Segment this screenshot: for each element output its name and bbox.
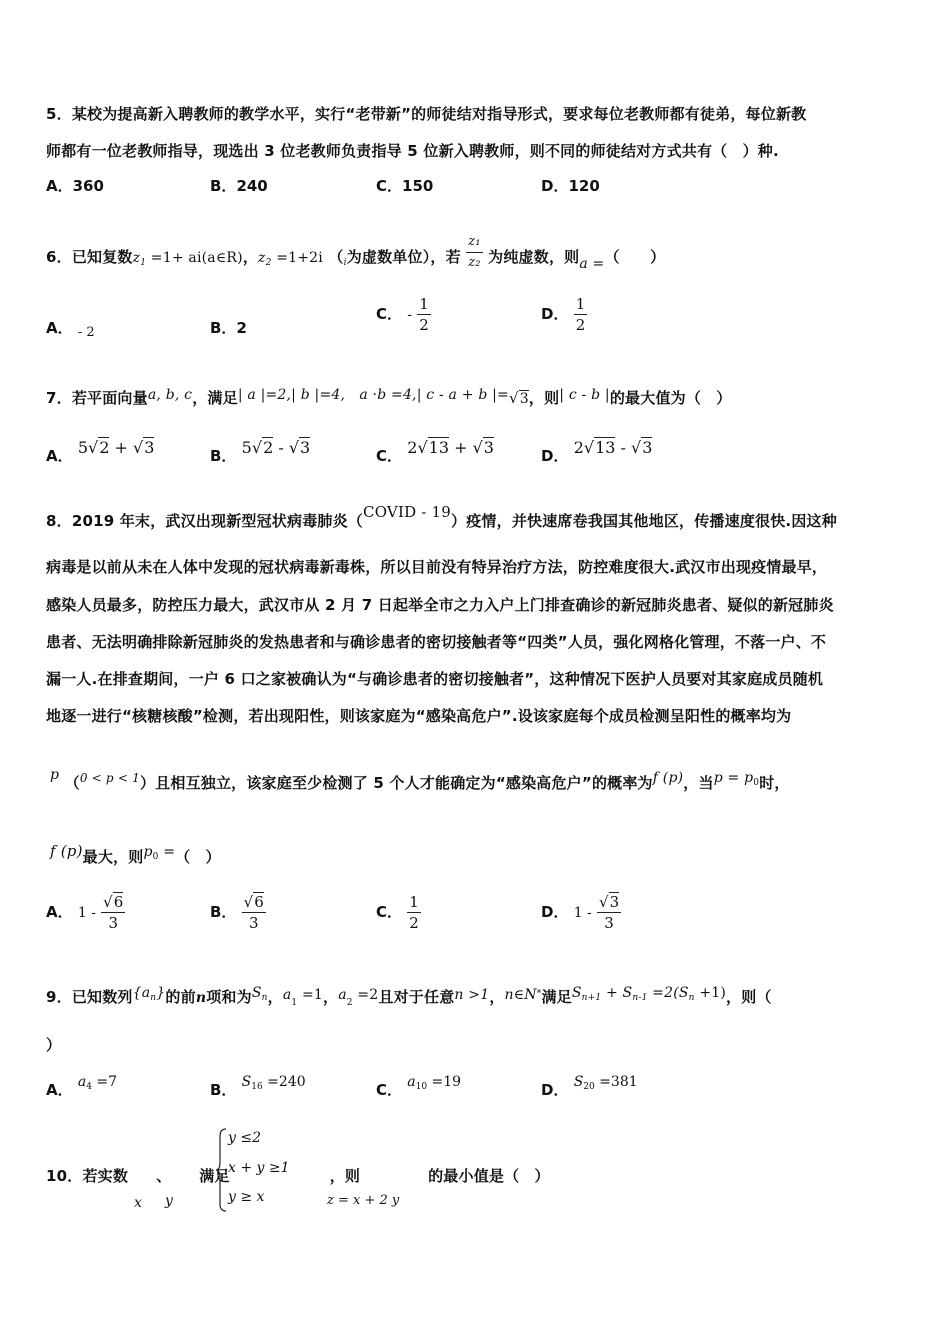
q10-constraint-1: y ≤2 bbox=[228, 1130, 261, 1146]
q5-line-1: 5．某校为提高新入聘教师的教学水平，实行“老带新”的师徒结对指导形式，要求每位老教师都有徒弟，每位新教 bbox=[46, 105, 807, 123]
q8-line-3: 感染人员最多，防控压力最大，武汉市从 2 月 7 日起举全市之力入户上门排查确诊的新冠肺炎患者、疑似的新冠肺炎 bbox=[46, 596, 834, 614]
q6-option-a: A． - 2 bbox=[46, 319, 95, 340]
q10-objective: z = x + 2 y bbox=[327, 1193, 400, 1208]
q6-option-d: D． $\frac{1}{2}$ bbox=[541, 295, 586, 334]
q10-var-y: y bbox=[165, 1193, 173, 1209]
q9-option-b: B． $S_{16} =240$ bbox=[210, 1074, 306, 1099]
q8-option-d: D． 1 - $\frac{√3}{3}$ bbox=[541, 893, 620, 932]
q7-stem: 7．若平面向量a, b, c，满足| a |=2,| b |=4, a ·b =4,| c - a + b |=√3，则| c - b |的最大值为（ ） bbox=[46, 387, 732, 407]
q10-constraint-2: x + y ≥1 bbox=[228, 1160, 290, 1176]
q7-option-c: C． 2√13 + √3 bbox=[376, 438, 494, 465]
q5-option-a: A．360 bbox=[46, 177, 104, 195]
q8-option-b: B． $\frac{√6}{3}$ bbox=[210, 893, 264, 932]
q6-option-c: C． - $\frac{1}{2}$ bbox=[376, 295, 429, 334]
q9-option-d: D． $S_{20} =381$ bbox=[541, 1074, 638, 1099]
q10-var-x: x bbox=[134, 1195, 142, 1211]
q8-option-a: A． 1 - $\frac{√6}{3}$ bbox=[46, 893, 124, 932]
q5-line-2: 师都有一位老教师指导，现选出 3 位老教师负责指导 5 位新入聘教师，则不同的师徒结对方式共有（ ）种. bbox=[46, 142, 779, 160]
q6-fraction: $\frac{\text{z₁}}{\text{z₂}}$ bbox=[468, 234, 481, 270]
q8-line-4: 患者、无法明确排除新冠肺炎的发热患者和与确诊患者的密切接触者等“四类”人员，强化网格化管理，不落一户、不 bbox=[46, 633, 827, 651]
q8-line-7: p （$^{0 < p < 1}$）且相互独立，该家庭至少检测了 5 个人才能确定为“感染高危户”的概率为f (p)，当$p = p^0$时， bbox=[50, 767, 790, 792]
q10-brace bbox=[215, 1128, 227, 1216]
q5-option-d: D．120 bbox=[541, 177, 600, 195]
q8-line-5: 漏一人.在排查期间，一户 6 口之家被确认为“与确诊患者的密切接触者”，这种情况下医护人员要对其家庭成员随机 bbox=[46, 670, 824, 688]
q7-option-b: B． 5√2 - √3 bbox=[210, 438, 311, 465]
q8-line-1: 8．2019 年末，武汉出现新型冠状病毒肺炎（COVID - 19）疫情，并快速席卷我国其他地区，传播速度很快.因这种 bbox=[46, 503, 837, 530]
q8-line-2: 病毒是以前从未在人体中发现的冠状病毒新毒株，所以目前没有特异治疗方法，防控难度很大.武汉市出现疫情最早， bbox=[46, 558, 828, 576]
q9-line-2: ） bbox=[46, 1036, 62, 1054]
q6-option-b: B．2 bbox=[210, 319, 247, 337]
q8-option-c: C． $\frac{1}{2}$ bbox=[376, 893, 419, 932]
q8-line-6: 地逐一进行“核糖核酸”检测，若出现阳性，则该家庭为“感染高危户”.设该家庭每个成员检测呈阳性的概率均为 bbox=[46, 707, 792, 725]
q9-option-a: A． $a_4 =7$ bbox=[46, 1074, 118, 1099]
q9-stem: 9．已知数列$\{a^n\}$的前n项和为$S^n$，$a_1 =1$，$a_2 =2$且对于任意n >1，n∈N*满足$S^{n+1} + S^{n-1} =2(S^n +1)$，则（ bbox=[46, 985, 772, 1008]
q9-option-c: C． $a_{10} =19$ bbox=[376, 1074, 462, 1099]
q5-option-c: C．150 bbox=[376, 177, 434, 195]
q7-option-a: A． 5√2 + √3 bbox=[46, 438, 155, 465]
q10-constraint-3: y ≥ x bbox=[228, 1189, 265, 1205]
q7-option-d: D． 2√13 - √3 bbox=[541, 438, 653, 465]
q8-line-8: f (p)最大，则$p^0$ =（ ） bbox=[50, 842, 221, 866]
q6-stem: 6．已知复数$z_1 =1+$ ai(a∈R)，$z_2 =1+2i$ （$_i$为虚数单位），若 $\frac{\text{z₁}}{\text{z₂}}$ 为纯虚数，则a =（ ） bbox=[46, 234, 666, 272]
q10-stem: 10．若实数 、 满足 ，则 的最小值是（ ） bbox=[46, 1167, 550, 1185]
q5-option-b: B．240 bbox=[210, 177, 268, 195]
